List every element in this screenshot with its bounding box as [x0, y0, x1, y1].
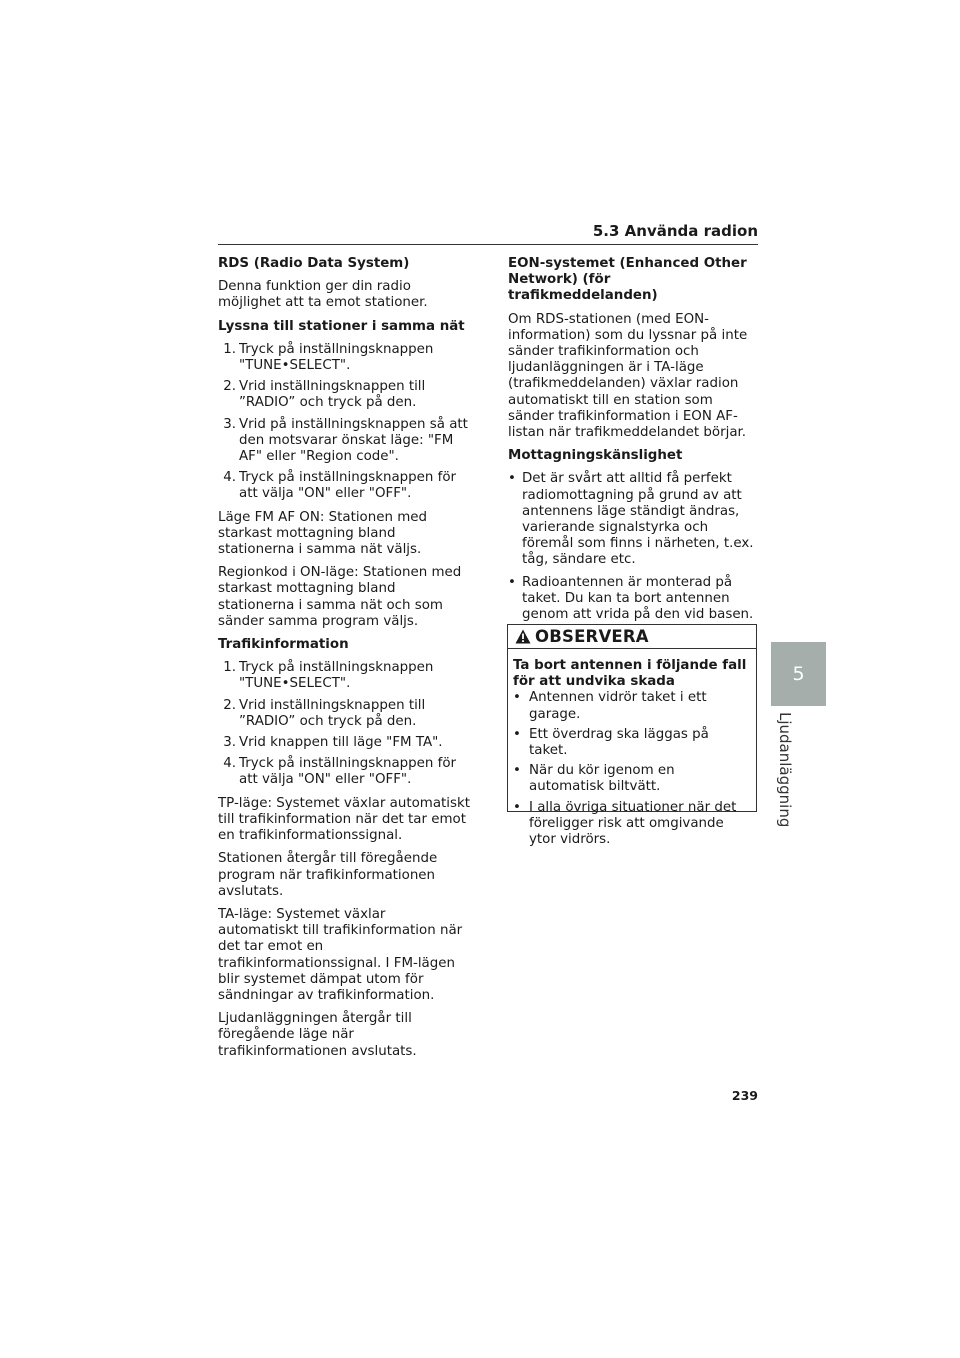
- list-item: 3 . Vrid knappen till läge "FM TA".: [218, 735, 470, 751]
- notice-bullets: [513, 690, 750, 848]
- region-on-text: Regionkod i ON-läge: Stationen med starkast mottagning bland stationerna i samma nät och som sänder samma program väljs.: [218, 565, 462, 629]
- eon-heading: EON-systemet (Enhanced Other Network) (för trafikmeddelanden): [508, 256, 747, 304]
- notice-body: [508, 649, 756, 848]
- audio-return-text: Ljudanläggningen återgår till föregående läge när trafikinformationen avslutats.: [218, 1011, 417, 1059]
- page-header: [218, 222, 758, 245]
- right-column: [508, 256, 758, 630]
- af-on-text: Läge FM AF ON: Stationen med starkast mottagning bland stationerna i samma nät väljs.: [218, 509, 427, 558]
- notice-title: OBSERVERA: [535, 627, 649, 646]
- rds-heading: RDS (Radio Data System): [218, 256, 410, 271]
- list-item: • Ett överdrag ska läggas på taket.: [513, 727, 750, 759]
- list-item: • Det är svårt att alltid få perfekt radiomottagning på grund av att antennens läge ständigt ändras, varierande signalstyrka och föremål som finns i närheten, t.ex. tåg, sändare etc.: [508, 471, 758, 568]
- list-item: 3 . Vrid på inställningsknappen så att den motsvarar önskat läge: "FM AF" eller "Region code".: [218, 417, 470, 466]
- list-item: • Antennen vidrör taket i ett garage.: [513, 690, 750, 722]
- list-item: 1 . Tryck på inställningsknappen "TUNE•SELECT".: [218, 660, 470, 692]
- ta-mode-text: TA-läge: Systemet växlar automatiskt till trafikinformation när det tar emot en trafikinformationssignal. I FM-lägen blir systemet dämpat utom för sändningar av trafikinformation.: [218, 906, 463, 1003]
- list-item: 1 . Tryck på inställningsknappen "TUNE•SELECT".: [218, 342, 470, 374]
- left-column: [218, 256, 470, 1067]
- rds-intro: Denna funktion ger din radio möjlighet att ta emot stationer.: [218, 279, 428, 311]
- list-item: • När du kör igenom en automatisk biltvätt.: [513, 763, 750, 795]
- traffic-steps: [218, 660, 470, 788]
- eon-text: Om RDS-stationen (med EON-information) som du lyssnar på inte sänder trafikinformation och ljudanläggningen är i TA-läge (trafikmeddelanden) växlar radion automatiskt till en station som sänder trafikinformation i EON AF-listan när trafikmeddelandet börjar.: [508, 311, 748, 441]
- chapter-tab: [771, 642, 826, 706]
- listen-heading: Lyssna till stationer i samma nät: [218, 318, 465, 334]
- reception-bullets: [508, 471, 758, 623]
- station-return-text: Stationen återgår till föregående program när trafikinformationen avslutats.: [218, 851, 438, 899]
- tp-mode-text: TP-läge: Systemet växlar automatiskt till trafikinformation när det tar emot en trafikinformationssignal.: [218, 795, 470, 844]
- chapter-label: Ljudanläggning: [776, 712, 794, 828]
- notice-box: [507, 624, 757, 848]
- list-item: • Radioantennen är monterad på taket. Du kan ta bort antennen genom att vrida på den vid basen.: [508, 575, 758, 624]
- page-number: 239: [731, 1088, 758, 1103]
- list-item: 2 . Vrid inställningsknappen till ”RADIO” och tryck på den.: [218, 379, 470, 411]
- warning-icon: [515, 629, 531, 644]
- listen-steps: [218, 342, 470, 503]
- list-item: 4 . Tryck på inställningsknappen för att välja "ON" eller "OFF".: [218, 470, 470, 502]
- notice-heading: Ta bort antennen i följande fall för att undvika skada: [513, 658, 747, 690]
- section-title: 5.3 Använda radion: [592, 222, 758, 240]
- reception-heading: Mottagningskänslighet: [508, 448, 683, 464]
- list-item: • I alla övriga situationer när det föreligger risk att omgivande ytor vidrörs.: [513, 800, 750, 849]
- list-item: 2 . Vrid inställningsknappen till ”RADIO” och tryck på den.: [218, 698, 470, 730]
- chapter-number: 5: [792, 663, 805, 685]
- traffic-heading: Trafikinformation: [218, 637, 349, 653]
- notice-header: [508, 625, 756, 649]
- list-item: 4 . Tryck på inställningsknappen för att välja "ON" eller "OFF".: [218, 756, 470, 788]
